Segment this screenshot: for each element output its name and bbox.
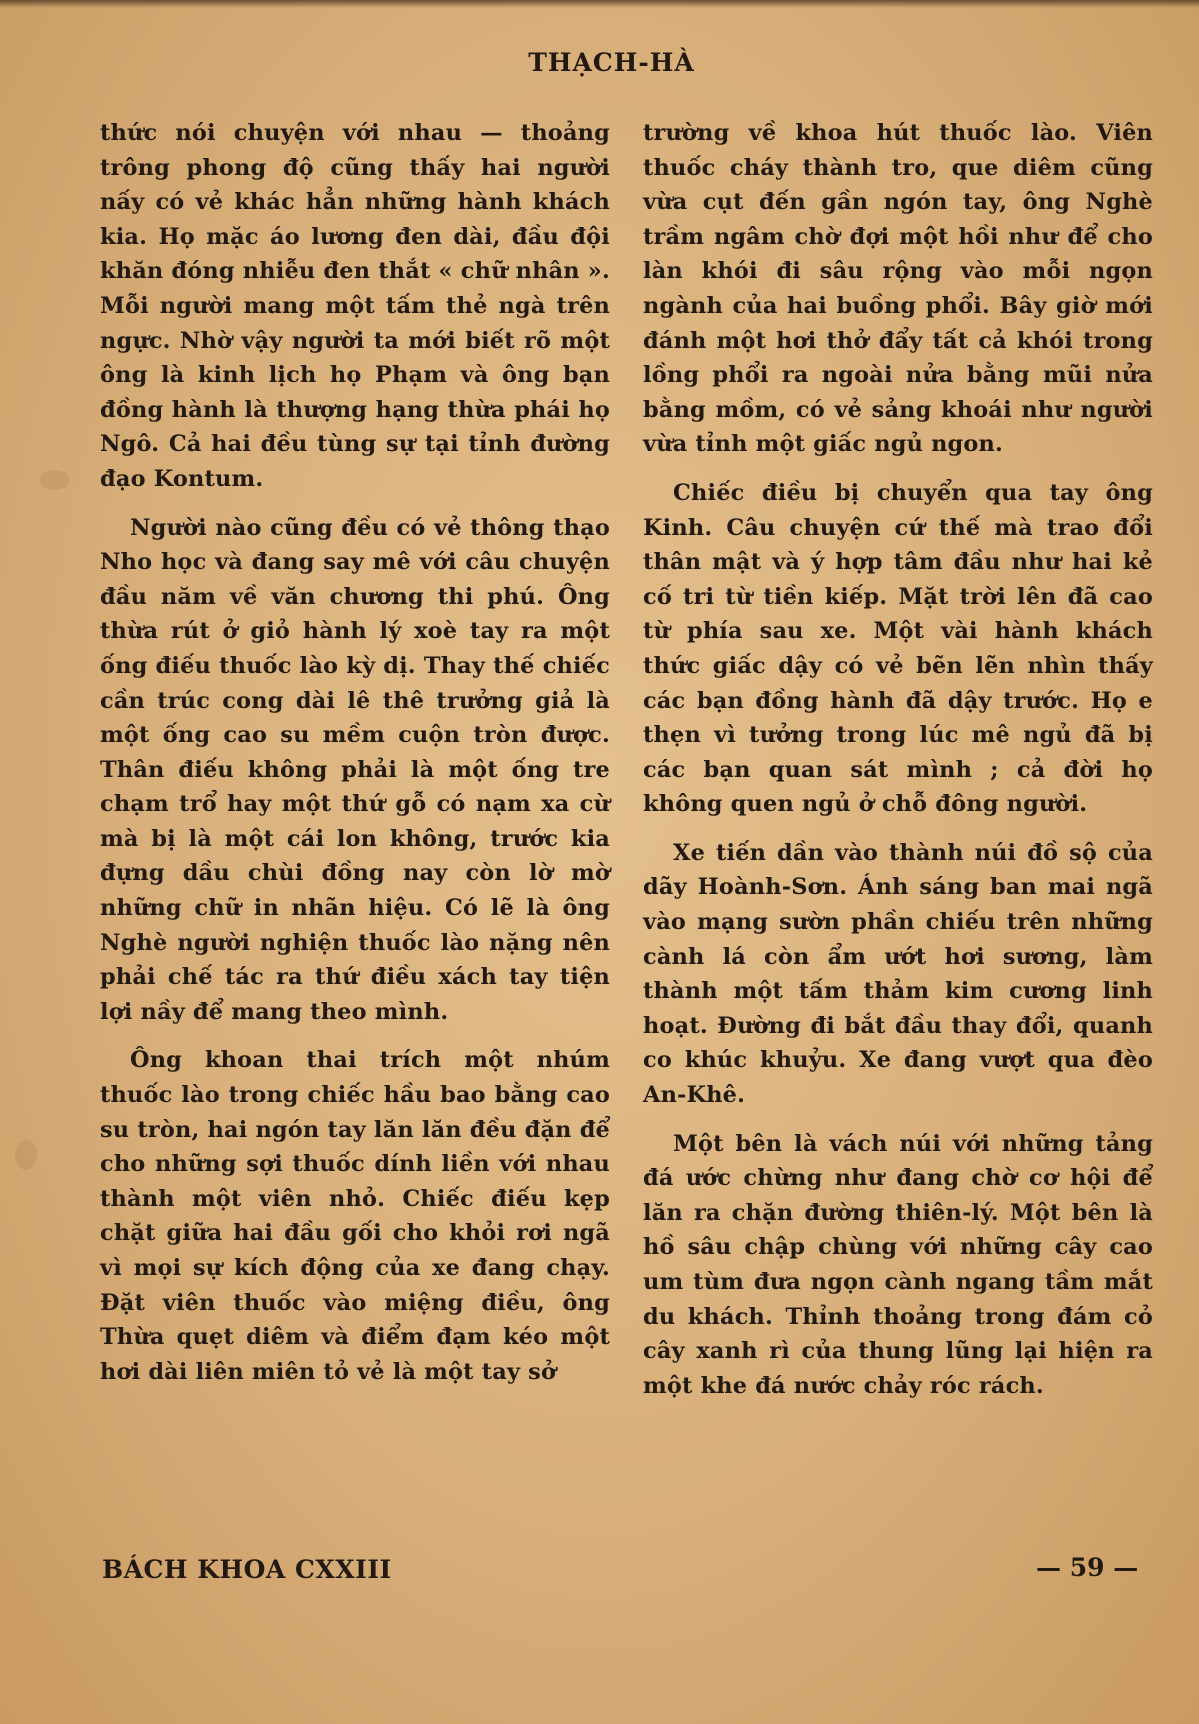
paragraph: Chiếc điều bị chuyển qua tay ông Kinh. Câu chuyện cứ thế mà trao đổi thân mật và ý hợp tâm đầu như hai kẻ cố tri từ tiền kiếp. Mặt trời lên đã cao từ phía sau xe. Một vài hành khách thức giấc dậy có vẻ bẽn lẽn nhìn thấy các bạn đồng hành đã dậy trước. Họ e thẹn vì tưởng trong lúc mê ngủ đã bị các bạn quan sát mình ; cả đời họ không quen ngủ ở chỗ đông người. [643, 479, 1153, 818]
paragraph: Một bên là vách núi với những tảng đá ước chừng như đang chờ cơ hội để lăn ra chặn đường thiên-lý. Một bên là hồ sâu chập chùng với những cây cao um tùm đưa ngọn cành ngang tầm mắt du khách. Thỉnh thoảng trong đám cỏ cây xanh rì của thung lũng lại hiện ra một khe đá nước chảy róc rách. [643, 1130, 1153, 1399]
page-number: — 59 — [1036, 1553, 1139, 1582]
paper-stain [15, 1140, 37, 1170]
paragraph: thức nói chuyện với nhau — thoảng trông phong độ cũng thấy hai người nấy có vẻ khác hẳn những hành khách kia. Họ mặc áo lương đen dài, đầu đội khăn đóng nhiễu đen thắt « chữ nhân ». Mỗi người mang một tấm thẻ ngà trên ngực. Nhờ vậy người ta mới biết rõ một ông là kinh lịch họ Phạm và ông bạn đồng hành là thượng hạng thừa phái họ Ngô. Cả hai đều tùng sự tại tỉnh đường đạo Kontum. [100, 120, 610, 492]
page-header-title: THẠCH-HÀ [528, 48, 695, 77]
publication-footer: BÁCH KHOA CXXIII [102, 1555, 392, 1584]
page-top-edge [0, 0, 1199, 8]
paragraph: Người nào cũng đều có vẻ thông thạo Nho học và đang say mê với câu chuyện đầu năm về văn chương thi phú. Ông thừa rút ở giỏ hành lý xoè tay ra một ống điếu thuốc lào kỳ dị. Thay thế chiếc cần trúc cong dài lê thê trưởng giả là một ống cao su mềm cuộn tròn được. Thân điếu không phải là một ống tre chạm trổ hay một thứ gỗ có nạm xa cừ mà bị là một cái lon không, trước kia đựng dầu chùi đồng nay còn lờ mờ những chữ in nhãn hiệu. Có lẽ là ông Nghè người nghiện thuốc lào nặng nên phải chế tác ra thứ điều xách tay tiện lợi nầy để mang theo mình. [100, 514, 610, 1025]
paragraph: Ông khoan thai trích một nhúm thuốc lào trong chiếc hầu bao bằng cao su tròn, hai ngón tay lăn lăn đều đặn để cho những sợi thuốc dính liền với nhau thành một viên nhỏ. Chiếc điếu kẹp chặt giữa hai đầu gối cho khỏi rơi ngã vì mọi sự kích động của xe đang chạy. Đặt viên thuốc vào miệng điều, ông Thừa quẹt diêm và điểm đạm kéo một hơi dài liên miên tỏ vẻ là một tay sở [100, 1047, 610, 1385]
left-column [100, 116, 610, 1389]
paragraph: trường về khoa hút thuốc lào. Viên thuốc cháy thành tro, que diêm cũng vừa cụt đến gần ngón tay, ông Nghè trầm ngâm chờ đợi một hồi như để cho làn khói đi sâu rộng vào mỗi ngọn ngành của hai buồng phổi. Bây giờ mới đánh một hơi thở đẩy tất cả khói trong lồng phổi ra ngoài nửa bằng mũi nửa bằng mồm, có vẻ sảng khoái như người vừa tỉnh một giấc ngủ ngon. [643, 120, 1153, 458]
right-column [643, 116, 1153, 1403]
paper-stain [40, 470, 70, 490]
paragraph: Xe tiến dần vào thành núi đồ sộ của dãy Hoành-Sơn. Ánh sáng ban mai ngã vào mạng sườn phần chiếu trên những cành lá còn ẩm ướt hơi sương, làm thành một tấm thảm kim cương linh hoạt. Đường đi bắt đầu thay đổi, quanh co khúc khuỷu. Xe đang vượt qua đèo An-Khê. [643, 839, 1153, 1109]
